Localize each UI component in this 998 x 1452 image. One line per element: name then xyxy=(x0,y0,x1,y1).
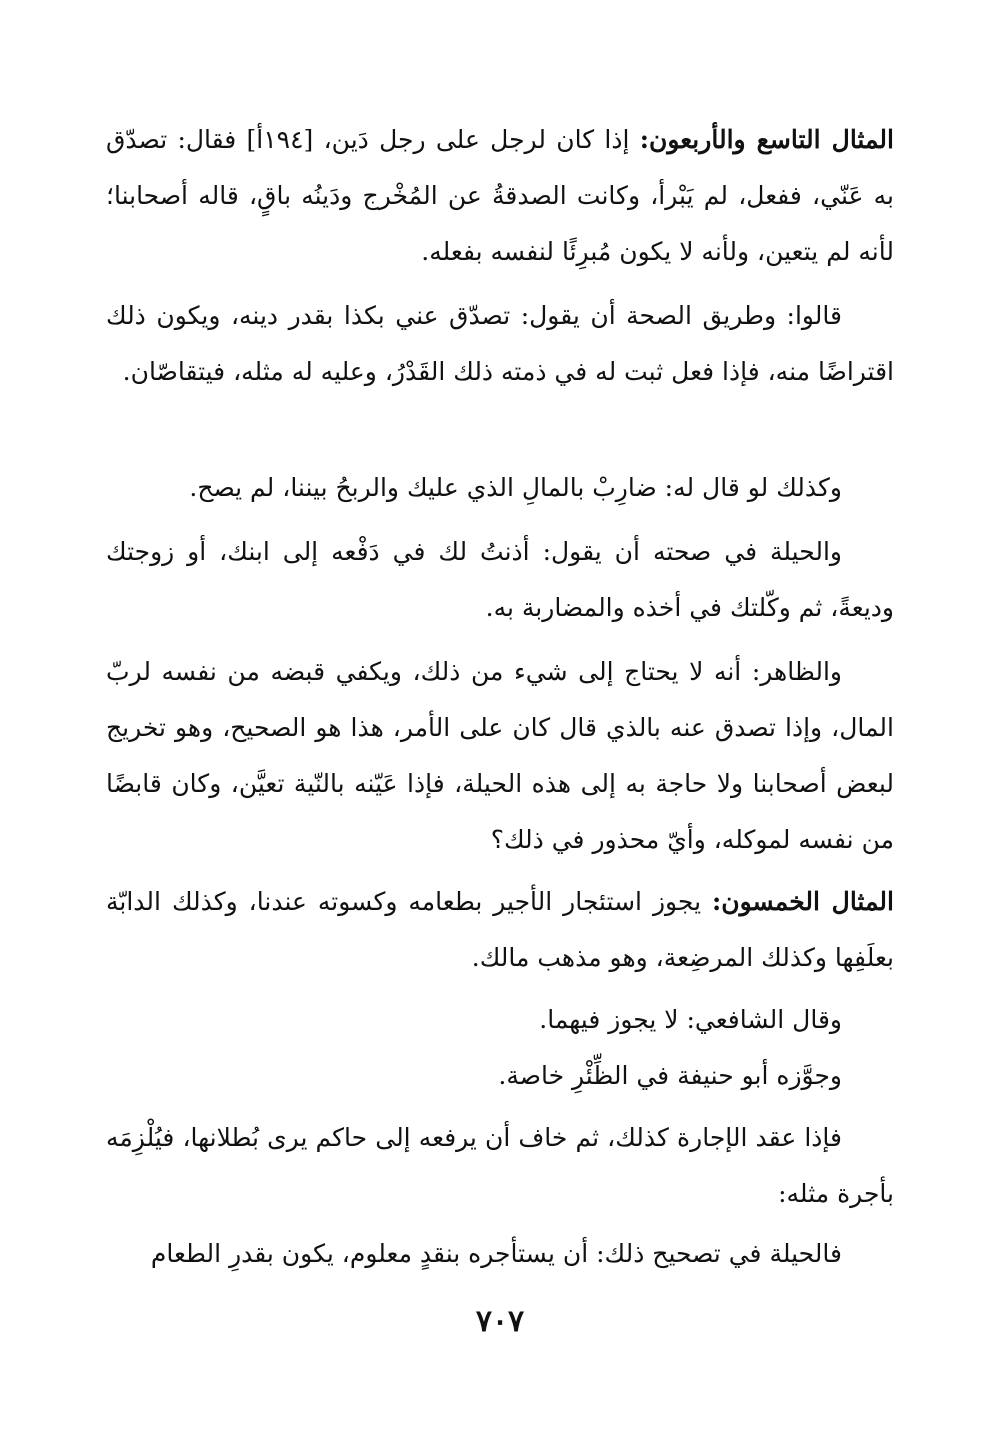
paragraph-apparent xyxy=(106,644,894,868)
paragraph-contract xyxy=(106,1110,894,1222)
paragraph-abu-hanifa xyxy=(106,1048,894,1104)
paragraph-text: فالحيلة في تصحيح ذلك: أن يستأجره بنقدٍ معلوم، يكون بقدرِ الطعام xyxy=(150,1239,842,1268)
paragraph-text: إذا كان لرجل على رجل دَين، [١٩٤أ] فقال: تصدّق به عَنّي، ففعل، لم يَبْرأ، وكانت الصدقةُ عن المُخْرج ودَينُه باقٍ، قاله أصحابنا؛ لأنه لم يتعين، ولأنه لا يكون مُبرِئًا لنفسه بفعله. xyxy=(106,125,894,266)
paragraph-example-49 xyxy=(106,112,894,280)
paragraph-shafii xyxy=(106,992,894,1048)
paragraph-solution xyxy=(106,1226,894,1282)
paragraph-text: والظاهر: أنه لا يحتاج إلى شيء من ذلك، ويكفي قبضه من نفسه لربّ المال، وإذا تصدق عنه بالذي قال كان على الأمر، هذا هو الصحيح، وهو تخريج لبعض أصحابنا ولا حاجة به إلى هذه الحيلة، فإذا عَيّنه بالنّية تعيَّن، وكان قابضًا من نفسه لموكله، وأيّ محذور في ذلك؟ xyxy=(106,657,894,854)
example-50-heading: المثال الخمسون: xyxy=(711,887,894,916)
paragraph-text: وكذلك لو قال له: ضارِبْ بالمالِ الذي عليك والربحُ بيننا، لم يصح. xyxy=(189,473,842,502)
paragraph-method xyxy=(106,288,894,400)
paragraph-text: وقال الشافعي: لا يجوز فيهما. xyxy=(539,1005,842,1034)
body-text xyxy=(106,112,894,1292)
paragraph-text: فإذا عقد الإجارة كذلك، ثم خاف أن يرفعه إلى حاكم يرى بُطلانها، فيُلْزِمَه بأجرة مثله: xyxy=(106,1123,894,1208)
paragraph-text: والحيلة في صحته أن يقول: أذنتُ لك في دَفْعه إلى ابنك، أو زوجتك وديعةً، ثم وكّلتك في أخذه والمضاربة به. xyxy=(106,537,894,622)
example-49-heading: المثال التاسع والأربعون: xyxy=(639,125,894,154)
page-number: ٧٠٧ xyxy=(475,1304,525,1339)
paragraph-text: وجوَّزه أبو حنيفة في الظِّئْرِ خاصة. xyxy=(498,1061,842,1090)
paragraph-text: يجوز استئجار الأجير بطعامه وكسوته عندنا، وكذلك الدابّة بعلَفِها وكذلك المرضِعة، وهو مذهب مالك. xyxy=(106,887,894,972)
paragraph-trick xyxy=(106,524,894,636)
paragraph-text: قالوا: وطريق الصحة أن يقول: تصدّق عني بكذا بقدر دينه، ويكون ذلك اقتراضًا منه، فإذا فعل ثبت له في ذمته ذلك القَدْرُ، وعليه له مثله، فيتقاصّان. xyxy=(106,301,894,386)
paragraph-mudaraba xyxy=(106,460,894,516)
paragraph-example-50 xyxy=(106,874,894,986)
